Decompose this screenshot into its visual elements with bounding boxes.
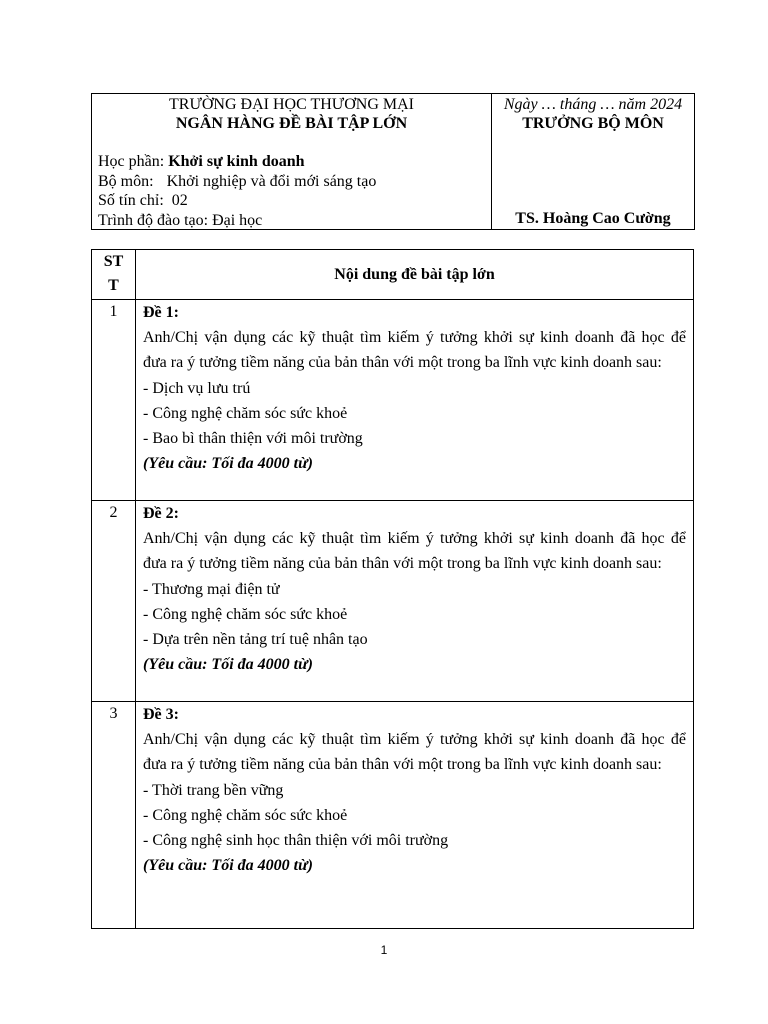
topic-intro-line: Anh/Chị vận dụng các kỹ thuật tìm kiếm ý tưởng khởi sự kinh doanh đã học để xyxy=(143,530,686,548)
topic-title: Đề 3: xyxy=(143,706,179,723)
department-value: Khởi nghiệp và đổi mới sáng tạo xyxy=(166,172,377,190)
topic-intro-line: đưa ra ý tưởng tiềm năng của bản thân với một trong ba lĩnh vực kinh doanh sau: xyxy=(143,354,662,372)
level-value: Đại học xyxy=(212,211,263,229)
credits-label: Số tín chỉ: xyxy=(98,192,164,209)
row-content xyxy=(136,300,693,500)
course-value: Khởi sự kinh doanh xyxy=(168,153,305,170)
topic-item: - Dựa trên nền tảng trí tuệ nhân tạo xyxy=(143,630,368,648)
row-number: 3 xyxy=(92,702,136,928)
school-name: TRƯỜNG ĐẠI HỌC THƯƠNG MẠI xyxy=(169,96,414,113)
assignment-table xyxy=(91,249,694,929)
table-row xyxy=(92,501,693,702)
topic-intro-line: Anh/Chị vận dụng các kỹ thuật tìm kiếm ý tưởng khởi sự kinh doanh đã học để xyxy=(143,731,686,749)
head-of-department-title: TRƯỞNG BỘ MÔN xyxy=(522,115,664,132)
topic-title: Đề 1: xyxy=(143,304,179,321)
topic-requirement: (Yêu cầu: Tối đa 4000 từ) xyxy=(143,656,314,674)
topic-intro-line: Anh/Chị vận dụng các kỹ thuật tìm kiếm ý tưởng khởi sự kinh doanh đã học để xyxy=(143,329,686,347)
topic-item: - Công nghệ chăm sóc sức khoẻ xyxy=(143,404,348,422)
bank-title: NGÂN HÀNG ĐỀ BÀI TẬP LỚN xyxy=(175,115,408,132)
row-number: 1 xyxy=(92,300,136,500)
topic-item: - Công nghệ chăm sóc sức khoẻ xyxy=(143,605,348,623)
topic-intro-line: đưa ra ý tưởng tiềm năng của bản thân với một trong ba lĩnh vực kinh doanh sau: xyxy=(143,756,662,774)
column-header-stt xyxy=(92,250,136,299)
topic-requirement: (Yêu cầu: Tối đa 4000 từ) xyxy=(143,455,314,473)
header-left-cell xyxy=(92,94,492,229)
course-info xyxy=(98,152,376,230)
table-row xyxy=(92,702,693,928)
page-number: 1 xyxy=(380,943,388,957)
column-header-content: Nội dung đề bài tập lớn xyxy=(334,265,495,283)
header-table xyxy=(91,93,695,230)
row-content xyxy=(136,501,693,701)
topic-item: - Công nghệ chăm sóc sức khoẻ xyxy=(143,806,348,824)
topic-intro-line: đưa ra ý tưởng tiềm năng của bản thân với một trong ba lĩnh vực kinh doanh sau: xyxy=(143,555,662,573)
course-line xyxy=(98,152,376,172)
stt-header-line2: T xyxy=(108,277,119,294)
table-row xyxy=(92,300,693,501)
credits-line xyxy=(98,191,376,211)
level-label: Trình độ đào tạo: xyxy=(98,211,213,229)
signer-name: TS. Hoàng Cao Cường xyxy=(515,209,671,227)
topic-item: - Công nghệ sinh học thân thiện với môi trường xyxy=(143,831,449,849)
department-line xyxy=(98,172,376,192)
topic-item: - Thương mại điện tử xyxy=(143,580,280,598)
topic-requirement: (Yêu cầu: Tối đa 4000 từ) xyxy=(143,857,314,875)
row-content xyxy=(136,702,693,928)
topic-title: Đề 2: xyxy=(143,505,179,522)
topic-item: - Bao bì thân thiện với môi trường xyxy=(143,429,363,447)
header-right-cell xyxy=(492,94,694,229)
topic-item: - Dịch vụ lưu trú xyxy=(143,379,251,397)
level-line xyxy=(98,211,376,231)
department-label: Bộ môn: xyxy=(98,172,154,190)
date-line: Ngày … tháng … năm 2024 xyxy=(503,96,683,113)
row-number: 2 xyxy=(92,501,136,701)
course-label: Học phần: xyxy=(98,153,169,170)
topic-item: - Thời trang bền vững xyxy=(143,781,284,799)
stt-header-line1: ST xyxy=(103,253,124,270)
credits-value: 02 xyxy=(171,192,188,209)
table-header-row xyxy=(92,250,693,300)
